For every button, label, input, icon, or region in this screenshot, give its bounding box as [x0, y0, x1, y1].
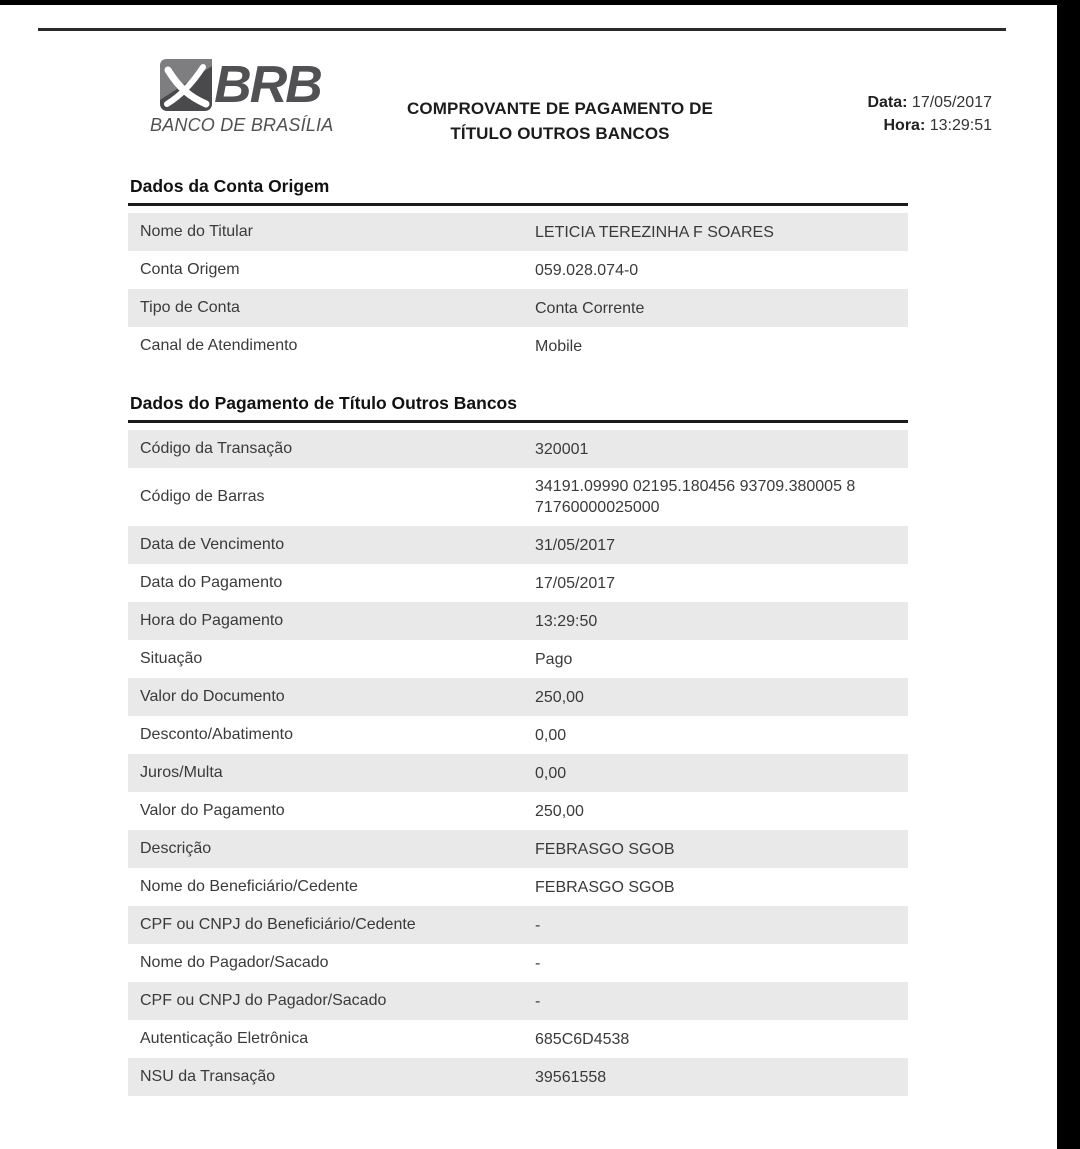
- receipt-body: [128, 176, 908, 1124]
- row-value: -: [535, 954, 541, 972]
- row-value: 0,00: [535, 726, 567, 744]
- table-row: [128, 944, 908, 982]
- header-divider: [38, 28, 1006, 31]
- row-value: 13:29:50: [535, 612, 598, 630]
- section-rows: [128, 213, 908, 365]
- date-label: Data:: [867, 94, 908, 111]
- row-label: Tipo de Conta: [140, 299, 240, 316]
- table-row: [128, 564, 908, 602]
- row-label: Nome do Pagador/Sacado: [140, 954, 329, 971]
- row-value: FEBRASGO SGOB: [535, 840, 675, 858]
- table-row: [128, 982, 908, 1020]
- row-value: 17/05/2017: [535, 574, 616, 592]
- table-row: [128, 716, 908, 754]
- table-row: [128, 678, 908, 716]
- row-label: NSU da Transação: [140, 1068, 276, 1085]
- row-label: Situação: [140, 650, 203, 667]
- time-line: [758, 114, 992, 137]
- row-label: Conta Origem: [140, 261, 240, 278]
- table-row: [128, 251, 908, 289]
- row-value: Mobile: [535, 337, 583, 355]
- table-row: [128, 906, 908, 944]
- time-label: Hora:: [883, 117, 926, 134]
- table-row: [128, 792, 908, 830]
- row-value: LETICIA TEREZINHA F SOARES: [535, 223, 774, 241]
- row-label: Autenticação Eletrônica: [140, 1030, 309, 1047]
- row-label: Valor do Pagamento: [140, 802, 285, 819]
- row-label: Nome do Titular: [140, 223, 253, 240]
- section-title: Dados da Conta Origem: [128, 176, 908, 206]
- table-row: [128, 830, 908, 868]
- document-title: [340, 96, 780, 146]
- row-label: Data de Vencimento: [140, 536, 285, 553]
- row-value: 320001: [535, 440, 589, 458]
- brand-subtitle: BANCO DE BRASÍLIA: [150, 115, 334, 135]
- row-label: Desconto/Abatimento: [140, 726, 293, 743]
- row-value: 685C6D4538: [535, 1030, 630, 1048]
- document-title-line2: TÍTULO OUTROS BANCOS: [450, 124, 670, 143]
- row-label: Descrição: [140, 840, 212, 857]
- table-row: [128, 327, 908, 365]
- row-label: Hora do Pagamento: [140, 612, 284, 629]
- table-row: [128, 213, 908, 251]
- row-label: Juros/Multa: [140, 764, 223, 781]
- table-row: [128, 754, 908, 792]
- table-row: [128, 468, 908, 526]
- table-row: [128, 1020, 908, 1058]
- row-value: Conta Corrente: [535, 299, 645, 317]
- brb-logo: [150, 56, 334, 136]
- section-pagamento-titulo: [128, 393, 908, 1096]
- section-rows: [128, 430, 908, 1096]
- table-row: [128, 602, 908, 640]
- row-label: Nome do Beneficiário/Cedente: [140, 878, 358, 895]
- scan-edge-top-bar: [0, 0, 1080, 5]
- table-row: [128, 868, 908, 906]
- row-label: Código de Barras: [140, 488, 265, 505]
- table-row: [128, 289, 908, 327]
- row-label: CPF ou CNPJ do Pagador/Sacado: [140, 992, 387, 1009]
- row-label: CPF ou CNPJ do Beneficiário/Cedente: [140, 916, 416, 933]
- row-value: Pago: [535, 650, 573, 668]
- row-value: 39561558: [535, 1068, 607, 1086]
- row-value: 0,00: [535, 764, 567, 782]
- time-value: 13:29:51: [929, 117, 992, 134]
- table-row: [128, 1058, 908, 1096]
- row-label: Código da Transação: [140, 440, 293, 457]
- section-title: Dados do Pagamento de Título Outros Bancos: [128, 393, 908, 423]
- document-title-line1: COMPROVANTE DE PAGAMENTO DE: [407, 99, 713, 118]
- brand-name: BRB: [214, 56, 321, 114]
- datetime-block: [758, 91, 992, 137]
- row-value: -: [535, 916, 541, 934]
- row-value: 34191.09990 02195.180456 93709.380005 8 71760000025000: [535, 478, 856, 516]
- row-value: -: [535, 992, 541, 1010]
- brb-logo-icon: [159, 58, 213, 112]
- row-value: 31/05/2017: [535, 536, 616, 554]
- table-row: [128, 526, 908, 564]
- row-label: Data do Pagamento: [140, 574, 283, 591]
- row-value: 250,00: [535, 688, 584, 706]
- date-value: 17/05/2017: [911, 94, 992, 111]
- table-row: [128, 640, 908, 678]
- date-line: [758, 91, 992, 114]
- row-value: FEBRASGO SGOB: [535, 878, 675, 896]
- section-conta-origem: [128, 176, 908, 365]
- row-label: Canal de Atendimento: [140, 337, 298, 354]
- table-row: [128, 430, 908, 468]
- row-value: 250,00: [535, 802, 584, 820]
- row-label: Valor do Documento: [140, 688, 285, 705]
- scan-edge-right-bar: [1057, 0, 1080, 1149]
- row-value: 059.028.074-0: [535, 261, 639, 279]
